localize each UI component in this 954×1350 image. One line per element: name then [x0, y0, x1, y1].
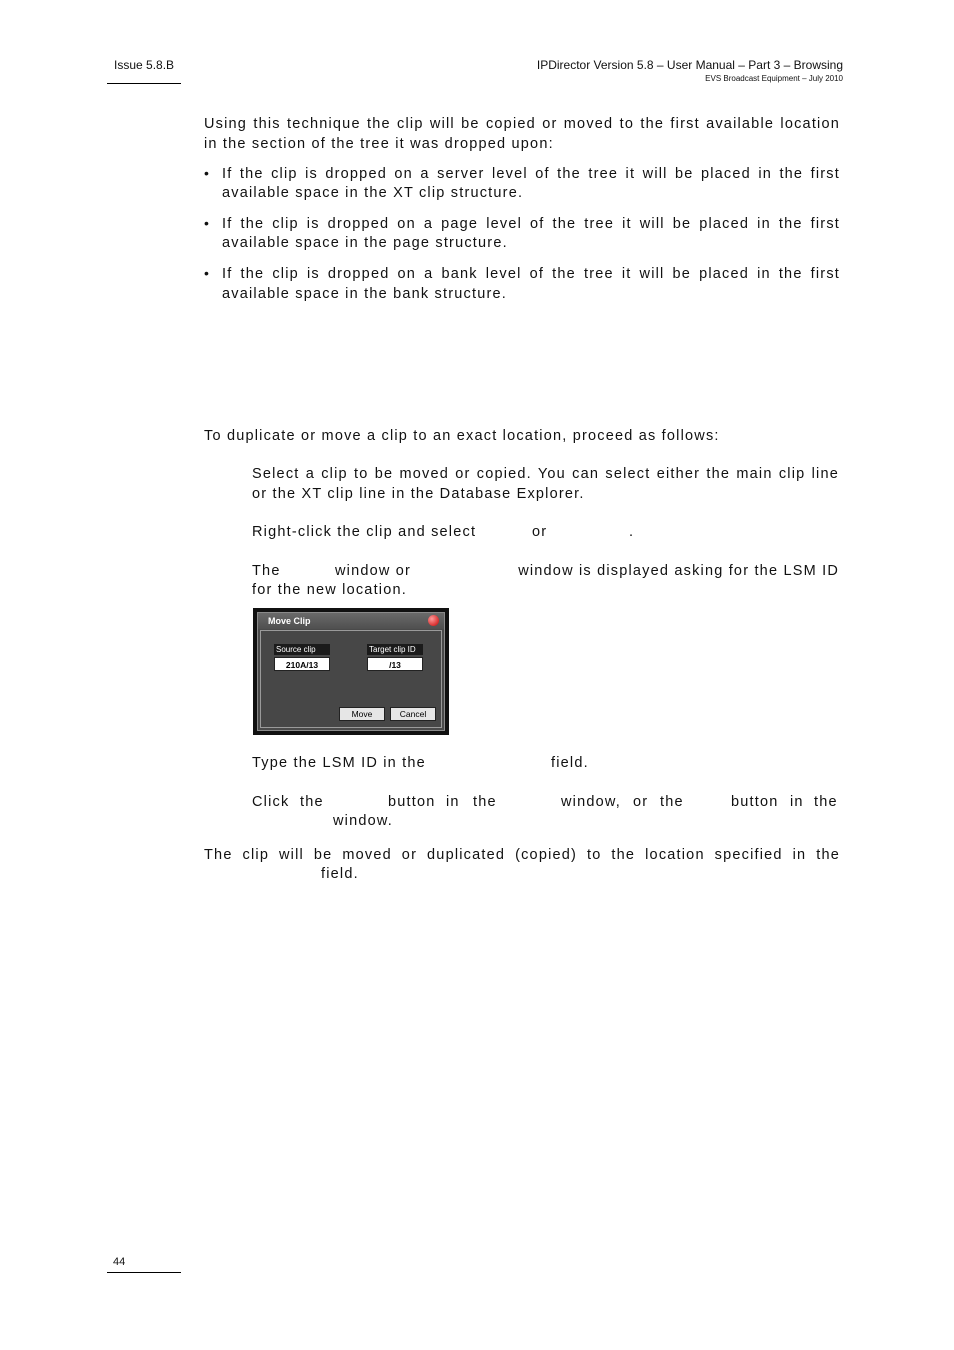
step-5-line-2: window. [333, 813, 393, 829]
document-title: IPDirector Version 5.8 – User Manual – Part 3 – Browsing [536, 58, 843, 72]
bullet-line: If the clip is dropped on a page level of the tree it will be placed in the first [222, 216, 840, 232]
step-2-text-b: or [532, 524, 548, 540]
step-4-text-b: field. [551, 755, 589, 771]
header-rule [107, 83, 181, 84]
step-3-text-b: window or [335, 563, 412, 579]
dialog-title-bar [258, 613, 444, 629]
close-icon[interactable] [428, 615, 439, 626]
step-3-line-2: for the new location. [252, 582, 407, 598]
bullet-icon: • [204, 265, 209, 281]
source-clip-label: Source clip [274, 644, 330, 655]
bullet-line: If the clip is dropped on a bank level of the tree it will be placed in the first [222, 266, 840, 282]
cancel-button[interactable]: Cancel [390, 707, 436, 721]
bullet-line: available space in the bank structure. [222, 286, 507, 302]
bullet-icon: • [204, 165, 209, 181]
footer-rule [107, 1272, 181, 1273]
procedure-intro: To duplicate or move a clip to an exact location, proceed as follows: [204, 428, 720, 444]
step-5-word: the [814, 794, 838, 810]
step-4-text-a: Type the LSM ID in the [252, 755, 426, 771]
step-5-word: the [300, 794, 324, 810]
dialog-title: Move Clip [268, 616, 311, 626]
document-subtitle: EVS Broadcast Equipment – July 2010 [705, 74, 843, 83]
step-5-word: button [731, 794, 779, 810]
step-2-text-c: . [629, 524, 635, 540]
step-1-line-2: or the XT clip line in the Database Explorer. [252, 486, 585, 502]
step-5-word: Click [252, 794, 290, 810]
page-number: 44 [113, 1256, 126, 1268]
step-5-word: button [388, 794, 436, 810]
intro-paragraph: Using this technique the clip will be copied or moved to the first available location in the section of the tree it was dropped upon: [204, 116, 840, 152]
list-item [204, 215, 840, 265]
step-5-word: window, [561, 794, 621, 810]
target-clip-label: Target clip ID [367, 644, 423, 655]
bullet-line: available space in the page structure. [222, 235, 508, 251]
list-item [204, 165, 840, 215]
bullet-list [204, 165, 840, 315]
move-button[interactable]: Move [339, 707, 385, 721]
step-1-line-1: Select a clip to be moved or copied. You can select either the main clip line [252, 466, 839, 482]
closing-line-1: The clip will be moved or duplicated (copied) to the location specified in the [204, 847, 840, 863]
list-item [204, 265, 840, 315]
step-5-word: or [633, 794, 649, 810]
bullet-icon: • [204, 215, 209, 231]
bullet-line: available space in the XT clip structure. [222, 185, 524, 201]
step-3-text-a: The [252, 563, 281, 579]
step-5-word: in [446, 794, 460, 810]
step-5-word: in [790, 794, 804, 810]
source-clip-field[interactable]: 210A/13 [274, 657, 330, 671]
step-5-word: the [660, 794, 684, 810]
issue-label: Issue 5.8.B [114, 58, 175, 72]
target-clip-field[interactable]: /13 [367, 657, 423, 671]
step-2-text-a: Right-click the clip and select [252, 524, 477, 540]
bullet-line: If the clip is dropped on a server level of the tree it will be placed in the first [222, 166, 840, 182]
step-3-text-c: window is displayed asking for the LSM ID [518, 563, 839, 579]
closing-line-2: field. [321, 866, 359, 882]
step-5-word: the [473, 794, 497, 810]
